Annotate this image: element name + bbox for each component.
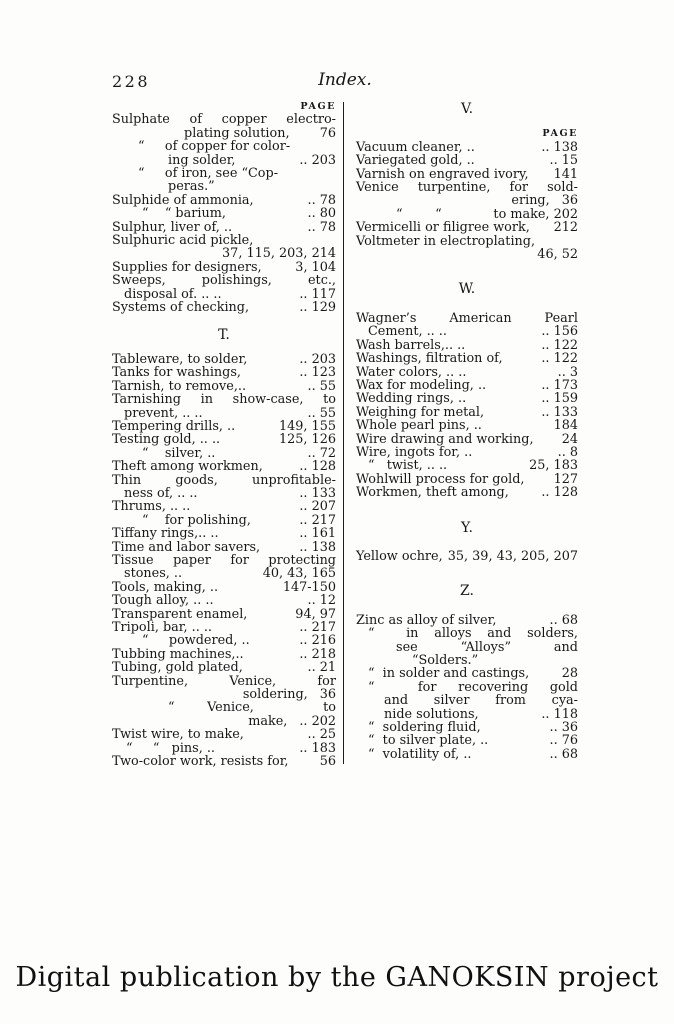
index-entry-line	[112, 648, 336, 661]
entry-page-number: 36	[319, 687, 336, 703]
index-entry-line	[112, 608, 336, 621]
entry-text: Yellow ochre,	[356, 548, 443, 564]
entry-text: Whole pearl pins, ..	[356, 418, 482, 434]
entry-page-number: to make, 202	[493, 206, 578, 222]
entry-text: Tripoli, bar, .. ..	[112, 620, 212, 636]
index-entry-line	[112, 247, 336, 260]
page-number: 228	[112, 72, 151, 91]
entry-page-number: 35, 39, 43, 205, 207	[447, 548, 578, 564]
section-heading	[356, 103, 578, 116]
entry-page-number: 127	[553, 471, 578, 487]
index-entry-line	[112, 353, 336, 366]
entry-page-number: 76	[319, 125, 336, 141]
index-entry-line	[112, 527, 336, 540]
entry-page-number: .. 128	[541, 485, 578, 501]
entry-text: Washings, filtration of,	[356, 351, 503, 367]
entry-text: nide solutions,	[384, 706, 479, 722]
entry-page-number: .. 12	[307, 593, 336, 609]
section-heading	[356, 519, 578, 536]
index-entry-line	[112, 567, 336, 580]
running-header	[112, 70, 578, 92]
entry-page-number: .. 203	[299, 152, 336, 168]
index-entry-line	[112, 634, 336, 647]
entry-text: Thrums, .. ..	[112, 499, 191, 515]
index-entry-line	[112, 554, 336, 567]
entry-text: Wohlwill process for gold,	[356, 471, 525, 487]
entry-page-number: .. 173	[541, 377, 578, 393]
entry-page-number: .. 129	[299, 300, 336, 316]
index-entry-line	[112, 301, 336, 314]
column-divider-rule	[343, 102, 344, 764]
entry-text: Tubbing machines,..	[112, 646, 244, 662]
index-entry-line	[112, 194, 336, 207]
entry-text: peras.”	[168, 179, 215, 195]
index-entry-line	[356, 419, 578, 432]
index-entry-line	[356, 235, 578, 248]
entry-page-number: .. 133	[299, 485, 336, 501]
entry-text: PAGE	[542, 128, 578, 140]
entry-text: “ of copper for color-	[138, 139, 291, 155]
entry-page-number: 141	[553, 166, 578, 182]
entry-text: Venice turpentine, for sold-	[356, 180, 578, 196]
footer-imprint	[0, 962, 674, 993]
entry-page-number: 25, 183	[529, 458, 578, 474]
entry-text: Wire, ingots for, ..	[356, 444, 473, 460]
entry-page-number: .. 68	[549, 746, 578, 762]
index-entry-line	[356, 654, 578, 667]
running-title: Index.	[318, 70, 372, 90]
entry-text: Vacuum cleaner, ..	[356, 139, 475, 155]
entry-text: “ “ pins, ..	[126, 740, 215, 756]
index-entry-line	[112, 207, 336, 220]
entry-page-number: .. 122	[541, 337, 578, 353]
entry-text: Testing gold, .. ..	[112, 432, 221, 448]
section-heading	[356, 585, 578, 598]
entry-text: Cement, .. ..	[368, 324, 447, 340]
index-columns	[112, 100, 578, 769]
entry-page-number: .. 216	[299, 633, 336, 649]
index-entry-line	[112, 728, 336, 741]
entry-page-number: 56	[319, 754, 336, 770]
entry-text: Transparent enamel,	[112, 606, 248, 622]
entry-page-number: 149, 155	[279, 418, 336, 434]
entry-page-number: .. 159	[541, 391, 578, 407]
index-entry-line	[112, 167, 336, 180]
entry-text: Thin goods, unprofitable-	[112, 472, 336, 488]
index-entry-line	[112, 514, 336, 527]
entry-page-number: .. 78	[307, 192, 336, 208]
entry-text: Tanks for washings,	[112, 365, 241, 381]
entry-page-number: .. 3	[557, 364, 578, 380]
entry-page-number: .. 217	[299, 512, 336, 528]
entry-text: Z.	[460, 583, 474, 600]
entry-text: Sweeps, polishings, etc.,	[112, 273, 336, 289]
index-entry-line	[112, 380, 336, 393]
index-entry-line	[356, 641, 578, 654]
entry-text: Twist wire, to make,	[112, 727, 244, 743]
index-entry-line	[356, 325, 578, 338]
footer-text: Digital publication by the GANOKSIN project	[15, 962, 659, 993]
entry-page-number: .. 138	[541, 139, 578, 155]
index-entry-line	[112, 234, 336, 247]
entry-text: Theft among workmen,	[112, 459, 263, 475]
index-entry-line	[112, 180, 336, 193]
entry-text: Systems of checking,	[112, 300, 250, 316]
entry-page-number: 36	[561, 193, 578, 209]
entry-page-number: .. 8	[557, 444, 578, 460]
entry-page-number: 28	[561, 666, 578, 682]
entry-text: see “Alloys” and	[396, 639, 578, 655]
entry-text: Variegated gold, ..	[356, 153, 475, 169]
entry-text: “ of iron, see “Cop-	[138, 166, 279, 182]
entry-text: “ to silver plate, ..	[368, 733, 489, 749]
index-entry-line	[112, 140, 336, 153]
page-column-label	[112, 100, 336, 113]
index-entry-line	[356, 379, 578, 392]
entry-page-number: 184	[553, 418, 578, 434]
index-entry-line	[356, 406, 578, 419]
entry-text: Zinc as alloy of silver,	[356, 612, 497, 628]
entry-text: and silver from cya-	[384, 693, 578, 709]
entry-text: “ in solder and castings,	[368, 666, 530, 682]
index-column-left	[112, 100, 336, 769]
index-entry-line	[112, 581, 336, 594]
entry-text: Tarnish, to remove,..	[112, 378, 247, 394]
entry-page-number: .. 138	[299, 539, 336, 555]
index-entry-line	[112, 127, 336, 140]
entry-text: PAGE	[300, 101, 336, 112]
index-entry-line	[356, 194, 578, 207]
entry-page-number: .. 55	[307, 405, 336, 421]
index-entry-line	[356, 433, 578, 446]
entry-text: Vermicelli or filigree work,	[356, 220, 530, 236]
entry-text: “ powdered, ..	[142, 633, 250, 649]
index-entry-line	[112, 594, 336, 607]
entry-text: Two-color work, resists for,	[112, 754, 289, 770]
entry-text: Workmen, theft among,	[356, 485, 509, 501]
entry-text: prevent, .. ..	[124, 405, 203, 421]
index-entry-line	[356, 141, 578, 154]
index-entry-line	[356, 550, 578, 563]
entry-text: Tools, making, ..	[112, 579, 219, 595]
index-entry-line	[356, 208, 578, 221]
entry-text: Wedding rings, ..	[356, 391, 467, 407]
index-entry-line	[112, 487, 336, 500]
entry-text: W.	[458, 281, 476, 298]
entry-page-number: .. 123	[299, 365, 336, 381]
entry-page-number: 212	[553, 220, 578, 236]
entry-page-number: 94, 97	[295, 606, 336, 622]
entry-text: “ silver, ..	[142, 445, 216, 461]
entry-page-number: .. 202	[299, 713, 336, 729]
index-entry-line	[112, 755, 336, 768]
index-entry-line	[112, 742, 336, 755]
entry-text: disposal of. .. ..	[124, 286, 222, 302]
entry-text: Tiffany rings,.. ..	[112, 526, 219, 542]
index-entry-line	[356, 721, 578, 734]
entry-text: “ twist, .. ..	[368, 458, 448, 474]
entry-page-number: .. 128	[299, 459, 336, 475]
entry-page-number: .. 72	[307, 445, 336, 461]
index-column-right	[356, 100, 578, 761]
index-entry-line	[356, 312, 578, 325]
entry-page-number: .. 76	[549, 733, 578, 749]
entry-page-number: 24	[561, 431, 578, 447]
index-entry-line	[112, 715, 336, 728]
entry-text: Tableware, to solder,	[112, 351, 248, 367]
index-entry-line	[356, 366, 578, 379]
entry-text: Time and labor savers,	[112, 539, 261, 555]
index-entry-line	[356, 459, 578, 472]
index-entry-line	[112, 420, 336, 433]
entry-page-number: .. 117	[299, 286, 336, 302]
index-entry-line	[356, 221, 578, 234]
entry-page-number: .. 122	[541, 351, 578, 367]
entry-text: make,	[248, 713, 288, 729]
entry-text: Varnish on engraved ivory,	[356, 166, 529, 182]
entry-page-number: .. 207	[299, 499, 336, 515]
entry-text: “ in alloys and solders,	[368, 626, 578, 642]
index-entry-line	[112, 407, 336, 420]
entry-text: Weighing for metal,	[356, 404, 485, 420]
entry-text: “ “ barium,	[142, 206, 226, 222]
index-entry-line	[356, 181, 578, 194]
index-entry-line	[356, 614, 578, 627]
entry-text: Tough alloy, .. ..	[112, 593, 214, 609]
index-entry-line	[356, 473, 578, 486]
index-entry-line	[356, 392, 578, 405]
entry-text: Tissue paper for protecting	[112, 553, 336, 568]
index-entry-line	[356, 708, 578, 721]
index-entry-line	[356, 352, 578, 365]
index-entry-line	[356, 627, 578, 640]
index-entry-line	[112, 393, 336, 406]
index-entry-line	[112, 541, 336, 554]
entry-text: “ soldering fluid,	[368, 720, 481, 736]
index-entry-line	[356, 486, 578, 499]
entry-text: ering,	[511, 193, 550, 209]
entry-page-number: .. 203	[299, 351, 336, 367]
index-entry-line	[112, 500, 336, 513]
page-column-label	[356, 127, 578, 140]
index-entry-line	[356, 248, 578, 261]
entry-page-number: .. 183	[299, 740, 336, 756]
entry-page-number: 40, 43, 165	[262, 566, 336, 582]
entry-text: T.	[218, 326, 230, 343]
index-entry-line	[356, 446, 578, 459]
entry-page-number: .. 133	[541, 404, 578, 420]
entry-page-number: 125, 126	[279, 432, 336, 448]
entry-page-number: to	[323, 700, 336, 716]
entry-text: Tarnishing in show-case, to	[112, 392, 336, 408]
entry-text: Tubing, gold plated,	[112, 660, 243, 676]
entry-page-number: .. 68	[549, 612, 578, 628]
index-entry-line	[112, 154, 336, 167]
entry-text: Water colors, .. ..	[356, 364, 467, 380]
index-entry-line	[112, 366, 336, 379]
entry-text: Sulphide of ammonia,	[112, 192, 254, 208]
entry-page-number: .. 36	[549, 720, 578, 736]
entry-text: 46, 52	[537, 247, 578, 263]
entry-page-number: .. 118	[541, 706, 578, 722]
index-entry-line	[356, 339, 578, 352]
entry-text: 37, 115, 203, 214	[222, 246, 336, 262]
entry-text: Supplies for designers,	[112, 259, 262, 275]
entry-text: V.	[460, 101, 474, 117]
index-entry-line	[356, 748, 578, 761]
index-entry-line	[112, 221, 336, 234]
entry-text: “ “	[396, 206, 442, 222]
entry-page-number: .. 78	[307, 219, 336, 235]
entry-text: Sulphuric acid pickle,	[112, 233, 254, 249]
index-entry-line	[356, 154, 578, 167]
entry-text: “ Venice,	[168, 700, 254, 716]
entry-page-number: .. 217	[299, 620, 336, 636]
entry-text: Y.	[461, 519, 473, 536]
entry-page-number: 3, 104	[295, 259, 336, 275]
entry-text: Sulphur, liver of, ..	[112, 219, 233, 235]
section-heading	[356, 283, 578, 296]
entry-page-number: .. 80	[307, 206, 336, 222]
index-entry-line	[356, 667, 578, 680]
index-entry-line	[356, 734, 578, 747]
entry-text: Turpentine, Venice, for	[112, 673, 336, 689]
section-heading	[112, 326, 336, 343]
entry-text: Tempering drills, ..	[112, 418, 236, 434]
entry-text: “Solders.”	[412, 653, 479, 668]
entry-text: Voltmeter in electroplating,	[356, 233, 536, 249]
index-entry-line	[112, 433, 336, 446]
entry-page-number: 147-150	[282, 579, 336, 595]
entry-page-number: .. 25	[307, 727, 336, 743]
entry-text: Wax for modeling, ..	[356, 377, 487, 393]
entry-text: “ volatility of, ..	[368, 746, 472, 762]
index-entry-line	[112, 621, 336, 634]
entry-text: ing solder,	[168, 152, 236, 168]
entry-page-number: .. 218	[299, 646, 336, 662]
entry-text: Sulphate of copper electro-	[112, 112, 336, 128]
entry-text: ness of, .. ..	[124, 485, 198, 501]
entry-text: “ for polishing,	[142, 512, 251, 528]
index-entry-line	[356, 681, 578, 694]
entry-text: soldering,	[242, 687, 308, 703]
index-entry-line	[112, 688, 336, 701]
index-entry-line	[112, 288, 336, 301]
index-entry-line	[112, 460, 336, 473]
entry-text: Wash barrels,.. ..	[356, 337, 466, 353]
entry-text: Wagner’s American Pearl	[356, 310, 578, 326]
entry-page-number: .. 55	[307, 378, 336, 394]
index-entry-line	[112, 113, 336, 126]
entry-text: “ for recovering gold	[368, 679, 578, 695]
index-entry-line	[356, 168, 578, 181]
index-entry-line	[112, 261, 336, 274]
entry-page-number: .. 161	[299, 526, 336, 542]
index-entry-line	[356, 694, 578, 707]
index-entry-line	[112, 274, 336, 287]
entry-page-number: .. 156	[541, 324, 578, 340]
entry-page-number: .. 21	[307, 660, 336, 676]
index-entry-line	[112, 675, 336, 688]
index-entry-line	[112, 474, 336, 487]
entry-text: stones, ..	[124, 566, 183, 582]
entry-page-number: .. 15	[549, 153, 578, 169]
entry-text: plating solution,	[184, 125, 290, 141]
entry-text: Wire drawing and working,	[356, 431, 534, 447]
index-entry-line	[112, 701, 336, 714]
index-entry-line	[112, 661, 336, 674]
index-entry-line	[112, 447, 336, 460]
